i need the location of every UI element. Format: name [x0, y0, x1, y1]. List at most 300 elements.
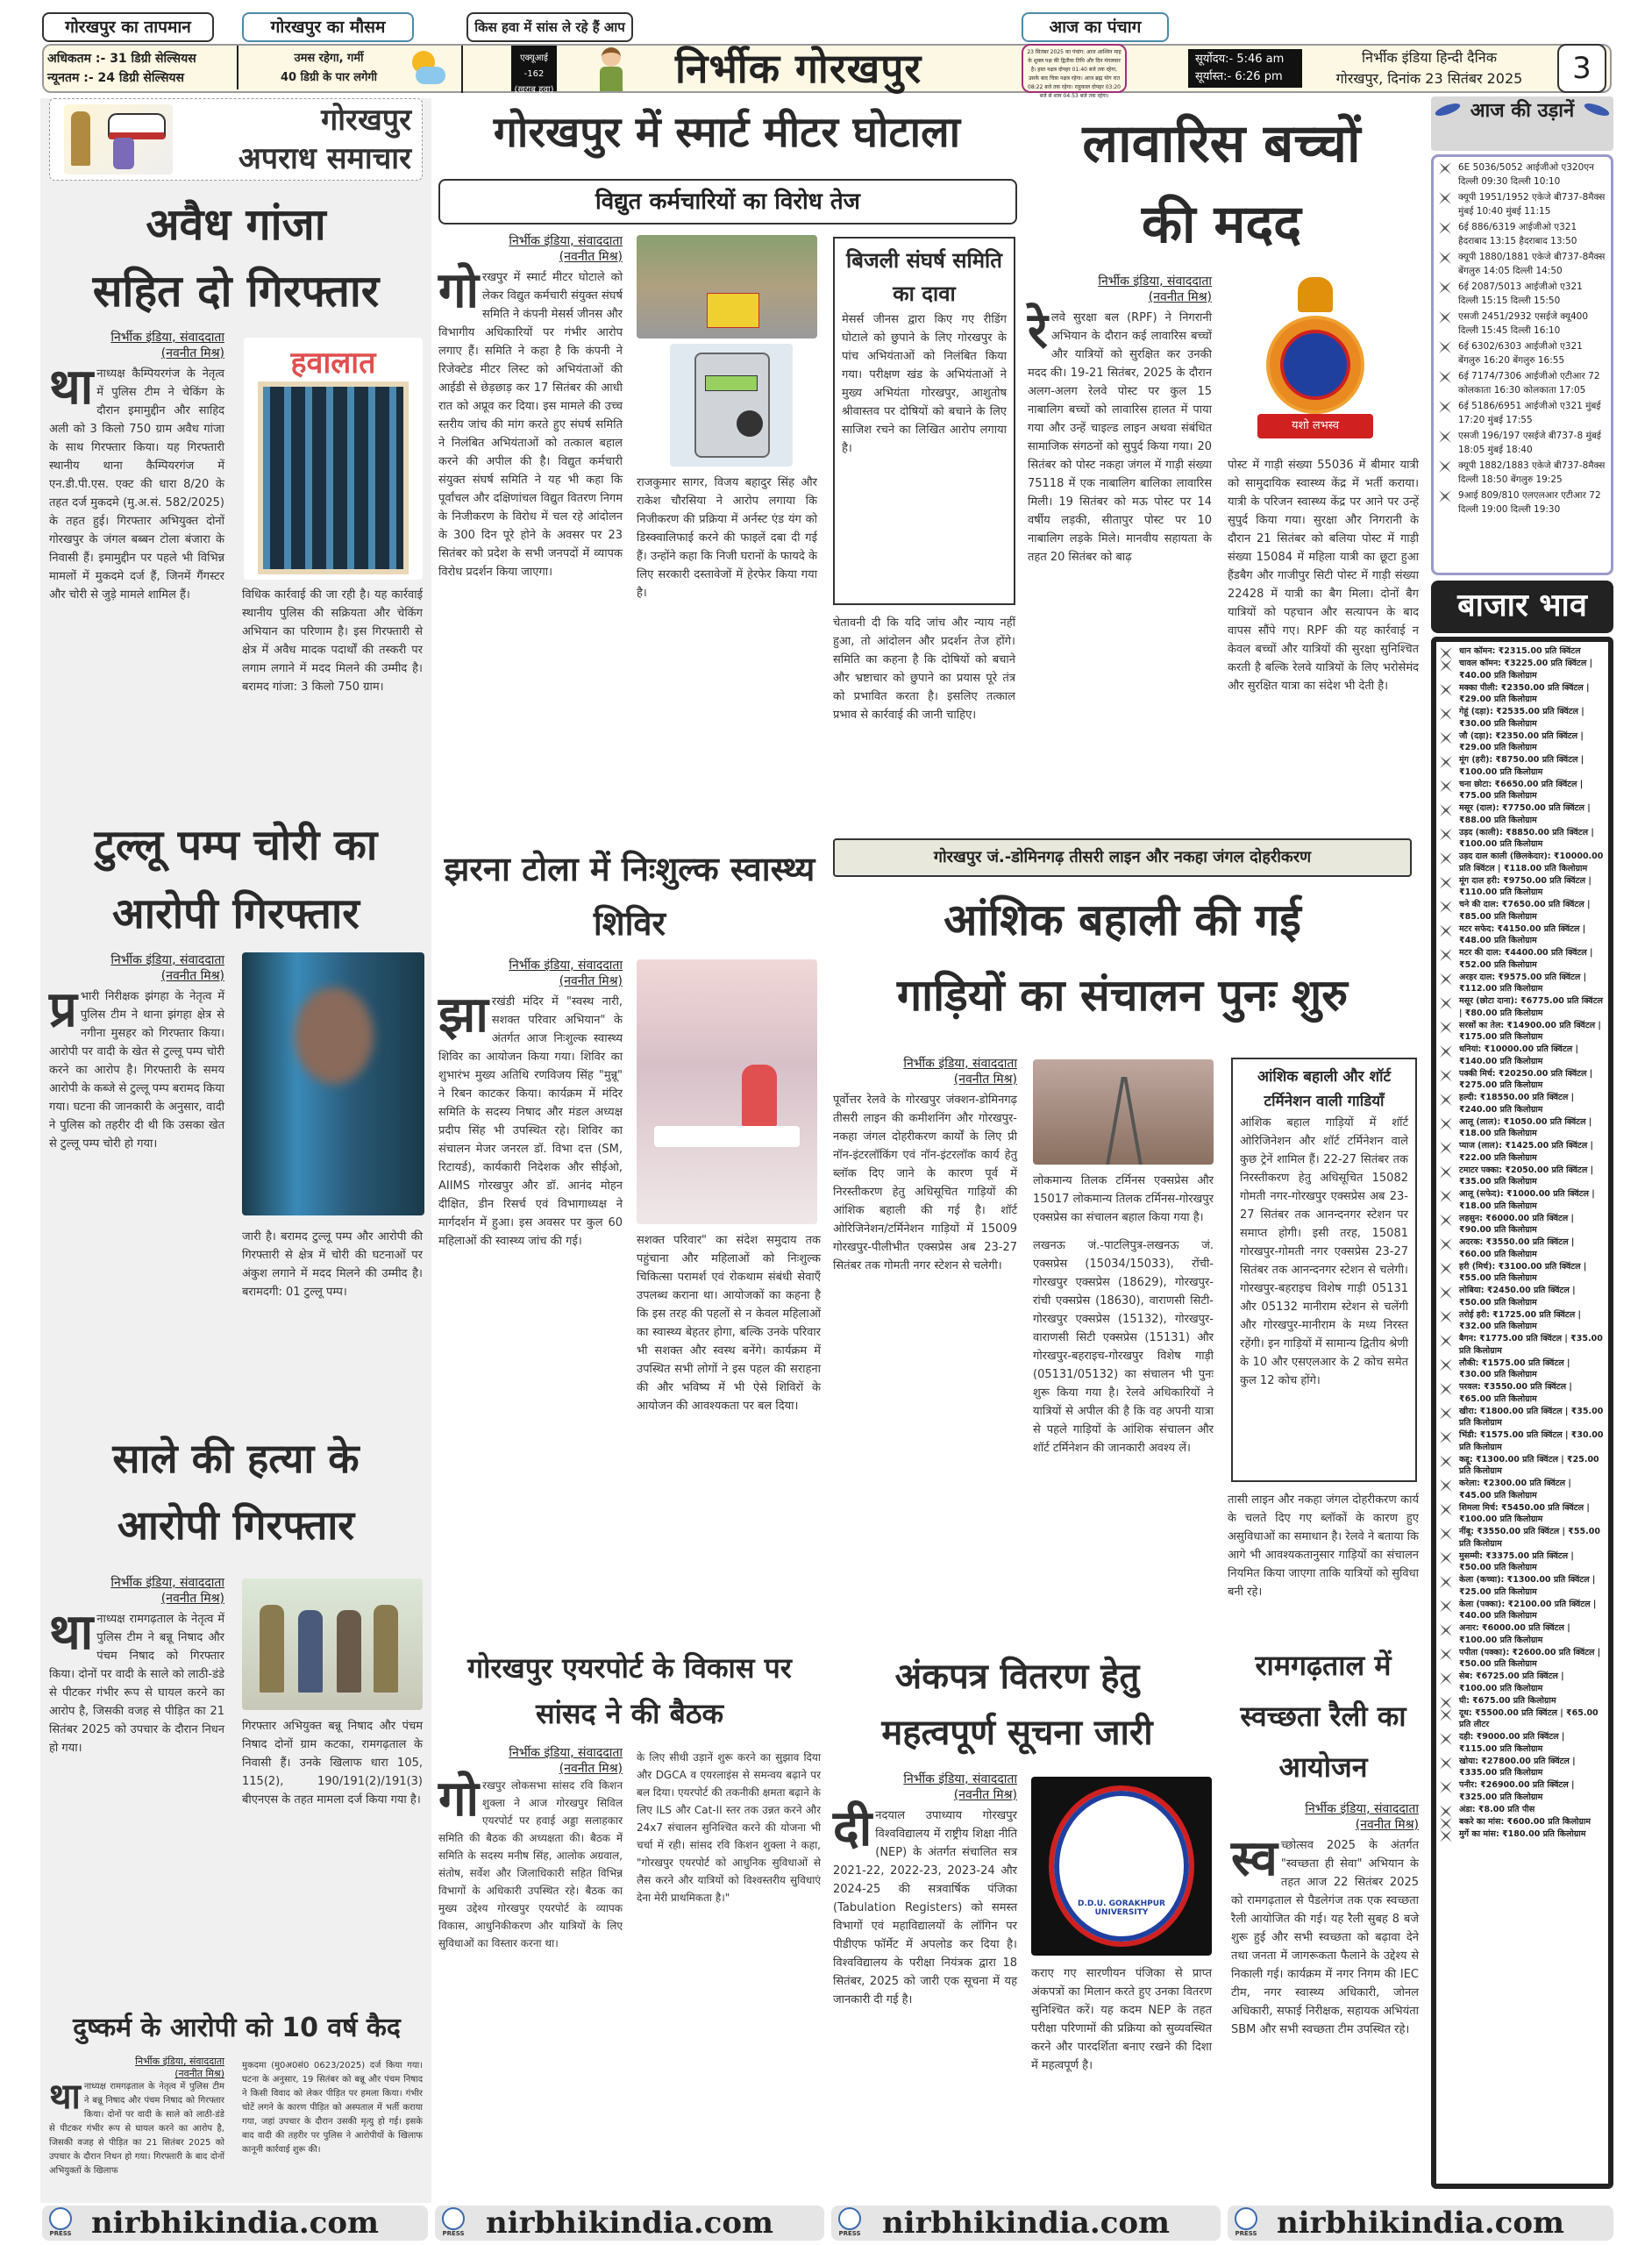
- jail-bars: [258, 381, 409, 574]
- price-text: शिमला मिर्च: ₹5450.00 प्रति क्विंटल | ₹100.00 प्रति किलोग्राम: [1459, 1502, 1590, 1524]
- price-text: घी: ₹675.00 प्रति किलोग्राम: [1459, 1695, 1556, 1706]
- flights-title: आज की उड़ानें: [1470, 100, 1575, 122]
- bullet-icon: [1440, 1672, 1452, 1685]
- airport-body-cont: के लिए सीधी उड़ानें शुरू करने का सुझाव दिया और DGCA व एयरलाइंस से समन्वय बढ़ाने पर बल दिया। एयरपोर्ट की तकनीकी क्षमता बढ़ाने के लिए ILS और Cat-II स्तर तक उन्नत करने और 24x7 संचालन सुनिश्चित करने की योजना भी चर्चा में रही। सांसद रवि किशन शुक्ला ने कहा, "गोरखपुर एयरपोर्ट को आधुनिक सुविधाओं से लैस करने और यात्रियों को विश्वस्तरीय सुविधाएं देना मेरी प्राथमिकता है।": [637, 1751, 821, 1904]
- bullet-icon: [1440, 1733, 1452, 1745]
- bijli-samiti-box: [833, 237, 1015, 605]
- price-text: लोबिया: ₹2450.00 प्रति क्विंटल | ₹50.00 प्रति किलोग्राम: [1459, 1286, 1576, 1308]
- byline: निर्भीक इंडिया, संवाददाता: [509, 234, 623, 248]
- sale-article: [49, 1575, 224, 1987]
- price-item: [1436, 1574, 1605, 1598]
- price-item: [1436, 1261, 1605, 1285]
- drop-cap: झा: [438, 987, 488, 1044]
- price-text: सरसों का तेल: ₹14900.00 प्रति क्विंटल | ₹175.00 प्रति किलोग्राम: [1459, 1020, 1601, 1042]
- flight-text: एसजी 196/197 एसईजे बी737-8 मुंबई 18:05 मुंबई 18:40: [1458, 431, 1601, 455]
- price-text: मुर्गे का मांस: ₹180.00 प्रति किलोग्राम: [1459, 1828, 1586, 1839]
- footer-url[interactable]: nirbhikindia.com: [881, 2206, 1171, 2241]
- price-text: परवल: ₹3550.00 प्रति क्विंटल | ₹65.00 प्रति किलोग्राम: [1459, 1382, 1572, 1404]
- price-text: चना छोटा: ₹6650.00 प्रति क्विंटल | ₹75.00 प्रति किलोग्राम: [1459, 779, 1584, 801]
- drop-cap: था: [49, 359, 94, 416]
- panchang-box: 23 सितंबर 2025 का पंचांग: आज आश्विन माह के शुक्ल पक्ष की द्वितीया तिथि और दिन मंगलवार है। हस्त नक्षत्र दोपहर 01:40 बजे तक रहेगा, उसके बाद चित्रा नक्षत्र रहेगा। आज ब्रह्म योग रात 08:22 बजे तक रहेगा। राहुकाल दोपहर 03:20 बजे से शाम 04:53 बजे तक रहेगा।: [1022, 44, 1127, 93]
- railway-caption: लोकमान्य तिलक टर्मिनस एक्सप्रेस और 15017 लोकमान्य तिलक टर्मिनस-गोरखपुर एक्सप्रेस का संचालन बहाल किया गया है।: [1033, 1174, 1214, 1224]
- footer-site[interactable]: [1228, 2206, 1613, 2241]
- bullet-icon: [1440, 1190, 1452, 1202]
- flight-item: [1435, 339, 1606, 367]
- price-item: [1436, 1622, 1605, 1646]
- price-text: पक्की मिर्च: ₹20250.00 प्रति क्विंटल | ₹275.00 प्रति किलोग्राम: [1459, 1068, 1593, 1090]
- bullet-icon: [1439, 162, 1451, 175]
- bullet-icon: [1440, 1045, 1452, 1058]
- smart-meter-caption: राजकुमार सागर, विजय बहादुर सिंह और राकेश चौरसिया ने आरोप लगाया कि निजीकरण की प्रक्रिया में अर्नस्ट एंड यंग को डिस्क्वालिफाई करने की फाइलें दबा दी गई हैं। उन्होंने कहा कि निजी घरानों के फायदे के लिए सरकारी दस्तावेजों में हेरफेर किया गया है।: [637, 476, 817, 600]
- price-item: [1436, 1429, 1605, 1453]
- page-number: 3: [1557, 44, 1606, 93]
- price-item: [1436, 1116, 1605, 1140]
- price-item: [1436, 851, 1605, 874]
- reporter: (नवनीत मिश्र): [1355, 1818, 1419, 1832]
- price-text: टमाटर पक्का: ₹2050.00 प्रति क्विंटल | ₹35.00 प्रति किलोग्राम: [1459, 1165, 1594, 1187]
- price-item: [1436, 1020, 1605, 1044]
- bullet-icon: [1440, 1263, 1452, 1275]
- smart-meter-photo: [670, 344, 793, 467]
- bullet-icon: [1439, 401, 1451, 413]
- sun-cloud-icon: [409, 49, 447, 88]
- flight-item: [1435, 488, 1606, 517]
- price-item: [1436, 1707, 1605, 1731]
- flights-list: [1431, 154, 1613, 575]
- price-item: [1436, 899, 1605, 923]
- price-text: लौकी: ₹1575.00 प्रति क्विंटल | ₹30.00 प्रति किलोग्राम: [1459, 1358, 1570, 1379]
- price-item: [1436, 802, 1605, 826]
- footer-site[interactable]: [831, 2206, 1221, 2241]
- price-text: केला (कच्चा): ₹1300.00 प्रति क्विंटल | ₹25.00 प्रति किलोग्राम: [1459, 1575, 1596, 1597]
- railway-info-box: [1231, 1058, 1417, 1482]
- footer-url[interactable]: nirbhikindia.com: [90, 2206, 380, 2241]
- sale-headline: [49, 1425, 423, 1558]
- price-text: कद्दू: ₹1300.00 प्रति क्विंटल | ₹25.00 प्रति किलोग्राम: [1459, 1454, 1599, 1476]
- railway-track-photo: [1033, 1059, 1214, 1165]
- price-item: [1436, 1381, 1605, 1405]
- dushkarm-body: नाध्यक्ष रामगढ़ताल के नेतृत्व में पुलिस टीम ने बन्नू निषाद और पंचम निषाद को गिरफ्तार किया। दोनों पर वादी के साले को लाठी-डंडे से पीटकर गंभीर रूप से घायल करने का आरोप है, जिसकी वजह से पीड़ित का 21 सितंबर 2025 को उपचार के दौरान निधन हो गया। गिरफ्तारी के बाद दोनों अभियुक्तों के खिलाफ: [49, 2082, 224, 2176]
- sale-body: नाध्यक्ष रामगढ़ताल के नेतृत्व में पुलिस टीम ने बन्नू निषाद और पंचम निषाद को गिरफ्तार किया। दोनों पर वादी के साले को लाठी-डंडे से पीटकर गंभीर रूप से घायल करने का आरोप है, जिसकी वजह से पीड़ित का 21 सितंबर 2025 को उपचार के दौरान निधन हो गया।: [49, 1613, 224, 1755]
- bullet-icon: [1440, 997, 1452, 1009]
- price-text: पपीता (पक्का): ₹2600.00 प्रति क्विंटल | ₹50.00 प्रति किलोग्राम: [1459, 1647, 1601, 1669]
- price-text: नींबू: ₹3550.00 प्रति क्विंटल | ₹55.00 प्रति किलोग्राम: [1459, 1527, 1600, 1549]
- smart-meter-article: [438, 233, 623, 830]
- bullet-icon: [1440, 1709, 1452, 1721]
- bullet-icon: [1440, 1479, 1452, 1492]
- bullet-icon: [1439, 252, 1451, 264]
- drop-cap: गो: [438, 1771, 480, 1828]
- sale-body-cont: गिरफ्तार अभियुक्त बन्नू निषाद और पंचम निषाद दोनों ग्राम कटका, रामगढ़ताल के निवासी हैं। उनके खिलाफ धारा 105, 115(2), 190/191(2)/191(3) बीएनएस के तहत मामला दर्ज किया गया है।: [242, 1720, 423, 1807]
- price-text: भिंडी: ₹1575.00 प्रति क्विंटल | ₹30.00 प्रति किलोग्राम: [1459, 1430, 1604, 1452]
- bullet-icon: [1440, 1166, 1452, 1179]
- price-text: धान कॉमन: ₹2315.00 प्रति क्विंटल: [1459, 646, 1581, 656]
- sunset-time: सूर्यास्त:- 6:26 pm: [1195, 70, 1283, 83]
- bullet-icon: [1440, 1456, 1452, 1468]
- temperature-tab: गोरखपुर का तापमान: [42, 12, 214, 42]
- flight-item: [1435, 220, 1606, 248]
- rpf-headline-1: लावारिस बच्चों: [1082, 113, 1361, 175]
- bullet-icon: [1439, 282, 1451, 294]
- bullet-icon: [1440, 1624, 1452, 1636]
- flight-text: क्यूपी 1880/1881 एकेजे बी737-8मैक्स बेंगलुरु 14:05 दिल्ली 14:50: [1458, 252, 1606, 276]
- price-text: मसूर (छोटा दाना): ₹6775.00 प्रति क्विंटल | ₹80.00 प्रति किलोग्राम: [1459, 996, 1603, 1018]
- price-text: अदरक: ₹3550.00 प्रति क्विंटल | ₹60.00 प्रति किलोग्राम: [1459, 1237, 1575, 1259]
- bullet-icon: [1440, 756, 1452, 768]
- price-item: [1436, 754, 1605, 778]
- rpf-headline-2: की मदद: [1141, 194, 1302, 255]
- bullet-icon: [1439, 192, 1451, 204]
- reporter: (नवनीत मिश्र): [953, 1788, 1017, 1802]
- bullet-icon: [1440, 708, 1452, 720]
- drop-cap: था: [49, 2077, 81, 2117]
- price-item: [1436, 1779, 1605, 1803]
- price-item: [1436, 1213, 1605, 1237]
- price-text: लहसुन: ₹6000.00 प्रति क्विंटल | ₹90.00 प्रति किलोग्राम: [1459, 1213, 1574, 1235]
- airport-body: रखपुर लोकसभा सांसद रवि किशन शुक्ला ने आज गोरखपुर सिविल एयरपोर्ट पर हवाई अड्डा सलाहकार समिति की बैठक की अध्यक्षता की। बैठक में समिति के सदस्य मनीष सिंह, आलोक अग्रवाल, संतोष, सर्वेश और जिलाधिकारी सहित विभिन्न विभागों के अधिकारी उपस्थित रहे। बैठक का मुख्य उद्देश्य गोरखपुर एयरपोर्ट के व्यापक विकास, आधुनिकीकरण और यात्रियों के लिए सुविधाओं का विस्तार करना था।: [438, 1779, 623, 1949]
- sunrise-time: सूर्योदय:- 5:46 am: [1195, 53, 1285, 66]
- press-logo-icon: [1235, 2207, 1257, 2230]
- bullet-icon: [1440, 877, 1452, 889]
- byline: निर्भीक इंडिया, संवाददाता: [1098, 274, 1212, 289]
- bullet-icon: [1440, 1142, 1452, 1154]
- reporter: (नवनीत मिश्र): [160, 1592, 224, 1606]
- jharna-article: [438, 958, 623, 1624]
- smart-meter-body-cont: चेतावनी दी कि यदि जांच और न्याय नहीं हुआ, तो आंदोलन और प्रदर्शन तेज होंगे। समिति का कहना है कि दोषियों को बचाने और भ्रष्टाचार को छुपाने का प्रयास पूरे तंत्र को प्रभावित करता है। इसलिए तत्काल प्रभाव से कार्रवाई की जानी चाहिए।: [833, 616, 1015, 722]
- press-logo-icon: [442, 2207, 465, 2230]
- price-item: [1436, 1406, 1605, 1429]
- railway-box-title: आंशिक बहाली और शॉर्ट टर्मिनेशन वाली गाडियाँ: [1257, 1068, 1392, 1110]
- bullet-icon: [1440, 1070, 1452, 1082]
- price-item: [1436, 1092, 1605, 1115]
- tullu-headline-2: आरोपी गिरफ्तार: [112, 889, 360, 938]
- price-item: [1436, 1804, 1605, 1816]
- bullet-icon: [1439, 460, 1451, 473]
- bullet-icon: [1440, 1215, 1452, 1227]
- aqi-value: एक्यूआई -162: [520, 53, 548, 79]
- ramgarh-article: [1231, 1801, 1419, 2199]
- price-item: [1436, 1140, 1605, 1164]
- air-quality-tab: किस हवा में सांस ले रहे हैं आप: [466, 12, 633, 42]
- aqi-badge: [511, 46, 557, 95]
- price-item: [1436, 1285, 1605, 1308]
- price-item: [1436, 947, 1605, 971]
- flight-text: 6ई 5186/6951 आईजीओ ए321 मुंबई 17:20 मुंबई 17:55: [1458, 401, 1601, 425]
- market-header: बाजार भाव: [1431, 581, 1613, 633]
- bullet-icon: [1440, 1528, 1452, 1540]
- press-label: PRESS: [1235, 2230, 1257, 2237]
- byline: निर्भीक इंडिया, संवाददाता: [1305, 1802, 1419, 1816]
- railway-article: [833, 1056, 1017, 1626]
- bullet-icon: [1440, 852, 1452, 865]
- rpf-article: [1028, 274, 1212, 826]
- price-text: बकरे का मांस: ₹600.00 प्रति किलोग्राम: [1459, 1816, 1591, 1827]
- flights-header: [1431, 96, 1613, 151]
- price-text: खीरा: ₹1800.00 प्रति क्विंटल | ₹35.00 प्रति किलोग्राम: [1459, 1406, 1604, 1428]
- bullet-icon: [1440, 1359, 1452, 1372]
- bullet-icon: [1440, 1757, 1452, 1770]
- bullet-icon: [1440, 1504, 1452, 1516]
- bijli-samiti-title: बिजली संघर्ष समिति का दावा: [846, 248, 1002, 306]
- price-item: [1436, 1358, 1605, 1381]
- bullet-icon: [1440, 804, 1452, 816]
- bullet-icon: [1439, 371, 1451, 383]
- weather-line-2: 40 डिग्री के पार लगेगी: [280, 71, 378, 84]
- footer-site[interactable]: [42, 2206, 428, 2241]
- smart-meter-body: रखपुर में स्मार्ट मीटर घोटाले को लेकर विद्युत कर्मचारी संयुक्त संघर्ष समिति ने कंपनी मेसर्स जीनस और विभागीय अधिकारियों पर गंभीर आरोप लगाए हैं। समिति ने कहा है कि कंपनी ने रिजेक्टेड मीटर लिस्ट को अभियंताओं की आईडी से छेड़छाड़ कर 17 सितंबर की आधी रात को अप्रूव कर दिया। इस मामले की उच्च स्तरीय जांच की मांग करते हुए संघर्ष समिति ने निलंबित अभियंताओं को तत्काल बहाल करने की अपील की है। विद्युत कर्मचारी संयुक्त संघर्ष समिति ने यह भी कहा कि पूर्वांचल और दक्षिणांचल विद्युत वितरण निगम के निजीकरण के विरोध में चल रहे आंदोलन के 300 दिन पूरे होने के अवसर पर 23 सितंबर को प्रदेश के सभी जनपदों में व्यापक विरोध प्रदर्शन किया जाएगा।: [438, 271, 623, 579]
- flight-item: [1435, 190, 1606, 218]
- arrest-group-photo: [242, 1579, 423, 1710]
- price-item: [1436, 1671, 1605, 1694]
- crime-banner-title: [239, 101, 411, 178]
- railway-body: पूर्वोत्तर रेलवे के गोरखपुर जंक्शन-डोमिनगढ़ तीसरी लाइन की कमीशनिंग और गोरखपुर-नकहा जंगल दोहरीकरण कार्यों के लिए प्री नॉन-इंटरलॉकिंग एवं नॉन-इंटरलॉक कार्य हेतु ब्लॉक दिए जाने के कारण पूर्व में निरस्तीकरण हेतु अधिसूचित गाड़ियों की आंशिक बहाली की गई है। शॉर्ट ओरिजिनेशन/टर्मिनेशन गाड़ियों में 15009 गोरखपुर-पीलीभीत एक्सप्रेस अब 23-27 सितंबर तक गोमती नगर स्टेशन से चलेगी।: [833, 1094, 1017, 1272]
- ganja-body-cont: विधिक कार्रवाई की जा रही है। यह कार्रवाई स्थानीय पुलिस की सक्रियता और चेकिंग अभियान का परिणाम है। इस गिरफ्तारी से क्षेत्र में अवैध मादक पदार्थों की तस्करी पर लगाम लगाने में मदद मिलने की उम्मीद है। बरामद गांजा: 3 किलो 750 ग्राम।: [242, 588, 423, 694]
- flight-text: 9आई 809/810 एलएलआर एटीआर 72 दिल्ली 19:00 दिल्ली 19:30: [1458, 490, 1601, 515]
- ramgarh-body: च्छोत्सव 2025 के अंतर्गत "स्वच्छता ही सेवा" अभियान के तहत आज 22 सितंबर 2025 को रामगढ़ताल से पैडलेगंज तक एक स्वच्छता रैली आयोजित की गई। यह रैली सुबह 8 बजे शुरू हुई और सभी स्वच्छता को बढ़ावा देने तथा जनता में जागरूकता फैलाने के उद्देश्य से निकाली गई। कार्यक्रम में नगर निगम की IEC टीम, नगर स्वास्थ्य अधिकारी, जोनल अधिकारी, सफाई निरीक्षक, सहायक अभियंता SBM और सभी स्वच्छता टीम उपस्थित रहे।: [1231, 1839, 1419, 2036]
- railway-box-body: आंशिक बहाल गाड़ियों में शॉर्ट ओरिजिनेशन और शॉर्ट टर्मिनेशन वाले कुछ ट्रेनें शामिल हैं। 22-27 सितंबर तक निरस्तीकरण हेतु अधिसूचित 15082 गोमती नगर-गोरखपुर एक्सप्रेस अब 23-27 सितंबर तक आनन्दनगर स्टेशन पर समाप्त होगी। इसी तरह, 15081 गोरखपुर-गोमती नगर एक्सप्रेस 23-27 सितंबर तक आनन्दनगर स्टेशन से चलेगी। गोरखपुर-बहराइच विशेष गाड़ी 05131 और 05132 मानीराम स्टेशन से चलेंगी और गोरखपुर-मानीराम के मध्य निरस्त रहेंगी। इन गाड़ियों में सामान्य द्वितीय श्रेणी के 10 और एसएलआर के 2 कोच समेत कुल 12 कोच होंगे।: [1240, 1116, 1408, 1387]
- price-item: [1436, 645, 1605, 658]
- lockup-label: हवालात: [290, 346, 376, 381]
- price-text: धनियां: ₹10000.00 प्रति क्विंटल | ₹140.00 प्रति किलोग्राम: [1459, 1044, 1578, 1066]
- flight-text: 6E 5036/5052 आईजीओ ए320एन दिल्ली 09:30 दिल्ली 10:10: [1458, 162, 1594, 187]
- price-item: [1436, 1502, 1605, 1526]
- railway-headline-2: गाड़ियों का संचालन पुनः शुरु: [896, 970, 1349, 1021]
- ganja-headline-2: सहित दो गिरफ्तार: [92, 266, 380, 317]
- tullu-body: भारी निरीक्षक झंगहा के नेतृत्व में पुलिस टीम ने थाना झंगहा क्षेत्र से नगीना मुसहर को गिरफ्तार किया। आरोपी पर वादी के खेत से टुल्लू पम्प चोरी करने का आरोप है। गिरफ्तारी के समय आरोपी के कब्जे से टुल्लू पम्प बरामद किया गया। घटना की जानकारी के अनुसार, वादी ने पुलिस को तहरीर दी थी कि उसका खेत से टुल्लू पम्प चोरी हो गया।: [49, 990, 224, 1151]
- price-item: [1436, 1044, 1605, 1067]
- ankpatra-article: [833, 1771, 1017, 2201]
- flight-text: क्यूपी 1882/1883 एकेजे बी737-8मैक्स दिल्ली 18:50 बेंगलुरु 19:25: [1458, 460, 1606, 485]
- tullu-body-cont: जारी है। बरामद टुल्लू पम्प और आरोपी की गिरफ्तारी से क्षेत्र में चोरी की घटनाओं पर अंकुश लगाने में मदद मिलने की उम्मीद है। बरामदगी: 01 टुल्लू पम्प।: [242, 1230, 423, 1299]
- bijli-samiti-body: मेसर्स जीनस द्वारा किए गए रीडिंग घोटाले को छुपाने के लिए गोरखपुर के पांच अभियंताओं को निलंबित किया गया। परीक्षण खंड के अभियंताओं ने मुख्य अभियंता गोरखपुर, आशुतोष श्रीवास्तव पर दोषियों को बचाने के लिए साजिश रचने का लिखित आरोप लगाया है।: [842, 313, 1007, 455]
- price-text: पनीर: ₹26900.00 प्रति क्विंटल | ₹325.00 प्रति किलोग्राम: [1459, 1780, 1575, 1802]
- reporter: (नवनीत मिश्र): [1148, 290, 1212, 304]
- bullet-icon: [1440, 684, 1452, 696]
- price-text: दूध: ₹5500.00 प्रति क्विंटल | ₹65.00 प्रति लीटर: [1459, 1707, 1599, 1729]
- railway-headline-1: आंशिक बहाली की गई: [943, 894, 1301, 945]
- reporter: (नवनीत मिश्र): [559, 1762, 623, 1776]
- bullet-icon: [1440, 732, 1452, 745]
- flight-item: [1435, 429, 1606, 457]
- flight-text: 6ई 886/6319 आईजीओ ए321 हैदराबाद 13:15 हैदराबाद 13:50: [1458, 222, 1577, 246]
- reporter: (नवनीत मिश्र): [559, 974, 623, 988]
- price-text: चने की दाल: ₹7650.00 प्रति क्विंटल | ₹85.00 प्रति किलोग्राम: [1459, 900, 1591, 922]
- price-text: मसूर (दाल): ₹7750.00 प्रति क्विंटल | ₹88.00 प्रति किलोग्राम: [1459, 803, 1591, 825]
- byline: निर्भीक इंडिया, संवाददाता: [110, 1576, 224, 1590]
- flight-text: 6ई 2087/5013 आईजीओ ए321 दिल्ली 15:15 दिल्ली 15:50: [1458, 282, 1583, 306]
- price-text: उड़द (काली): ₹8850.00 प्रति क्विंटल | ₹100.00 प्रति किलोग्राम: [1459, 827, 1594, 849]
- price-text: तरोई हरी: ₹1725.00 प्रति क्विंटल | ₹32.00 प्रति किलोग्राम: [1459, 1309, 1581, 1331]
- reporter: (नवनीत मिश्र): [160, 346, 224, 360]
- bullet-icon: [1440, 1094, 1452, 1106]
- ganja-headline: [49, 191, 423, 324]
- paper-logo: निर्भीक गोरखपुर: [675, 45, 922, 92]
- press-label: PRESS: [442, 2230, 465, 2237]
- price-item: [1436, 1165, 1605, 1188]
- railway-body-cont: लखनऊ जं.-पाटलिपुत्र-लखनऊ जं. एक्सप्रेस (15034/15033), रोंची-गोरखपुर एक्सप्रेस (18629), गोरखपुर-रांची एक्सप्रेस (18630), वाराणसी सिटी-गोरखपुर एक्सप्रेस (15132), गोरखपुर-वाराणसी सिटी एक्सप्रेस (15131) और गोरखपुर-बहराइच-गोरखपुर विशेष गाड़ी (05131/05132) का संचालन भी पुनः शुरू किया गया है। रेलवे अधिकारियों ने यात्रियों से अपील की है कि वह अपनी यात्रा से पहले गाड़ियों के आंशिक संचालन और शॉर्ट टर्मिनेशन की जानकारी अवश्य लें।: [1033, 1239, 1214, 1455]
- byline: निर्भीक इंडिया, संवाददाता: [110, 331, 224, 345]
- ramgarh-headline: रामगढ़ताल में स्वच्छता रैली का आयोजन: [1240, 1649, 1406, 1784]
- byline: निर्भीक इंडिया, संवाददाता: [509, 959, 623, 973]
- price-item: [1436, 1695, 1605, 1707]
- price-text: अरहर दाल: ₹9575.00 प्रति क्विंटल | ₹112.00 प्रति किलोग्राम: [1459, 972, 1587, 994]
- press-label: PRESS: [49, 2230, 72, 2237]
- price-text: मूंग (हरी): ₹8750.00 प्रति क्विंटल | ₹100.00 प्रति किलोग्राम: [1459, 755, 1584, 777]
- reporter: (नवनीत मिश्र): [953, 1073, 1017, 1087]
- price-item: [1436, 1756, 1605, 1779]
- drop-cap: दी: [833, 1800, 872, 1857]
- bullet-icon: [1440, 1600, 1452, 1613]
- price-text: जौ (दड़ा): ₹2350.00 प्रति क्विंटल | ₹29.00 प्रति किलोग्राम: [1459, 731, 1584, 752]
- crime-banner-line1: गोरखपुर: [321, 103, 411, 138]
- weather-tab: गोरखपुर का मौसम: [242, 12, 414, 42]
- price-item: [1436, 1068, 1605, 1092]
- price-item: [1436, 995, 1605, 1019]
- price-item: [1436, 1828, 1605, 1841]
- price-item: [1436, 658, 1605, 681]
- weather-forecast: [254, 49, 403, 88]
- footer-url[interactable]: nirbhikindia.com: [485, 2206, 774, 2241]
- ankpatra-headline: अंकपत्र वितरण हेतु महत्वपूर्ण सूचना जारी: [881, 1657, 1153, 1753]
- byline: निर्भीक इंडिया, संवाददाता: [903, 1772, 1017, 1786]
- bullet-icon: [1439, 431, 1451, 443]
- price-text: मटर की दाल: ₹4400.00 प्रति क्विंटल | ₹52.00 प्रति किलोग्राम: [1459, 948, 1593, 970]
- price-item: [1436, 1237, 1605, 1260]
- price-text: मूंग दाल हरी: ₹9750.00 प्रति क्विंटल | ₹110.00 प्रति किलोग्राम: [1459, 875, 1591, 897]
- price-text: मक्का पीली: ₹2350.00 प्रति क्विंटल | ₹29.00 प्रति किलोग्राम: [1459, 682, 1590, 704]
- police-illustration: [64, 104, 173, 175]
- ganja-body: नाध्यक्ष कैम्पियरगंज के नेतृत्व में पुलिस टीम ने चेकिंग के दौरान इमामुद्दीन और साहिद अली को 3 किलो 750 ग्राम अवैध गांजा के साथ गिरफ्तार किया। यह गिरफ्तारी स्थानीय थाना कैम्पियरगंज में एन.डी.पी.एस. एक्ट की धारा 8/20 के तहत दर्ज मुकदमे (मु.अ.सं. 582/2025) के तहत हुई। गिरफ्तार अभियुक्त दोनों गोरखपुर के जंगल बब्बन टोला बंजारा के निवासी हैं। इमामुद्दीन पर पहले भी विभिन्न मामलों में मुकदमे दर्ज हैं, जिनमें गैंगस्टर और चोरी से जुड़े मामले शामिल हैं।: [49, 367, 224, 602]
- price-item: [1436, 1478, 1605, 1501]
- sun-timings: [1188, 49, 1302, 88]
- edition-name: निर्भीक इंडिया हिन्दी दैनिक: [1362, 49, 1497, 66]
- price-item: [1436, 1526, 1605, 1550]
- bullet-icon: [1440, 1649, 1452, 1661]
- jharna-headline: झरना टोला में निःशुल्क स्वास्थ्य शिविर: [444, 850, 815, 943]
- dushkarm-article: [49, 2056, 224, 2199]
- smart-meter-headline: गोरखपुर में स्मार्ट मीटर घोटाला: [493, 108, 961, 157]
- flight-item: [1435, 310, 1606, 338]
- price-item: [1436, 972, 1605, 995]
- rpf-headline: [1022, 103, 1421, 265]
- temperature-readout: [47, 49, 196, 88]
- dushkarm-headline: दुष्कर्म के आरोपी को 10 वर्ष कैद: [73, 2013, 401, 2043]
- health-camp-photo: [637, 959, 817, 1224]
- ganja-headline-1: अवैध गांजा: [146, 199, 326, 250]
- reporter: (नवनीत मिश्र): [559, 250, 623, 264]
- price-item: [1436, 682, 1605, 706]
- bullet-icon: [1440, 659, 1452, 672]
- bullet-icon: [1440, 1830, 1452, 1842]
- tullu-headline-1: टुल्लू पम्प चोरी का: [94, 821, 378, 870]
- protest-photo: [637, 235, 817, 339]
- university-logo: [1031, 1777, 1212, 1956]
- max-temp: अधिकतम :- 31 डिग्री सेल्सियस: [47, 52, 196, 66]
- byline: निर्भीक इंडिया, संवाददाता: [509, 1746, 623, 1760]
- price-item: [1436, 875, 1605, 899]
- tullu-headline: [49, 811, 423, 948]
- bullet-icon: [1439, 222, 1451, 234]
- bullet-icon: [1440, 1286, 1452, 1299]
- bullet-icon: [1439, 311, 1451, 324]
- min-temp: न्यूनतम :- 24 डिग्री सेल्सियस: [47, 71, 185, 85]
- price-text: केला (पक्का): ₹2100.00 प्रति क्विंटल | ₹40.00 प्रति किलोग्राम: [1459, 1599, 1597, 1621]
- press-logo-icon: [838, 2207, 861, 2230]
- flight-text: एसजी 2451/2932 एसईजे क्यू400 दिल्ली 15:45 दिल्ली 16:10: [1458, 311, 1589, 336]
- price-text: गेहूं (दड़ा): ₹2535.00 प्रति क्विंटल | ₹30.00 प्रति किलोग्राम: [1459, 707, 1584, 729]
- flight-text: क्यूपी 1951/1952 एकेजे बी737-8मैक्स मुंबई 10:40 मुंबई 11:15: [1458, 192, 1606, 217]
- flight-text: 6ई 7174/7306 आईजीओ एटीआर 72 कोलकाता 16:30 कोलकाता 17:05: [1458, 371, 1600, 396]
- price-item: [1436, 923, 1605, 947]
- jharna-body: रखंडी मंदिर में "स्वस्थ नारी, सशक्त परिवार अभियान" के अंतर्गत आज निःशुल्क स्वास्थ्य शिविर का आयोजन किया गया। शिविर का शुभारंभ मुख्य अतिथि रणविजय सिंह "मुन्नू" ने रिबन काटकर किया। कार्यक्रम में मंदिर समिति के सदस्य निषाद और मंडल अध्यक्ष प्रदीप सिंह भी उपस्थित रहे। शिविर का संचालन मेजर जनरल डॉ. विभा दत्त (SM, रिटायर्ड), कार्यकारी निदेशक और सीईओ, AIIMS गोरखपुर और डॉ. आनंद मोहन दीक्षित, डीन रिसर्च एवं विभागाध्यक्ष ने मार्गदर्शन में हुआ। इस अवसर पर कुल 60 महिलाओं की स्वास्थ्य जांच की गई।: [438, 995, 623, 1248]
- sale-headline-2: आरोपी गिरफ्तार: [117, 1501, 355, 1549]
- ganja-article: [49, 330, 224, 803]
- bullet-icon: [1440, 901, 1452, 913]
- rpf-body: लवे सुरक्षा बल (RPF) ने निगरानी अभियान के दौरान कई लावारिस बच्चों और यात्रियों को सुरक्षित कर उनकी मदद की। 19-21 सितंबर, 2025 के दौरान अलग-अलग रेलवे पोस्ट पर कुल 15 नाबालिग बच्चों को लावारिस हालत में पाया गया और उन्हें चाइल्ड लाइन अथवा संबंधित सामाजिक संगठनों को सुपुर्द किया गया। 20 सितंबर को पोस्ट नकहा जंगल में गाड़ी संख्या 75118 में एक नाबालिग बालिका लावारिस मिली। 19 सितंबर को मऊ पोस्ट पर 14 वर्षीय लड़की, सीतापुर पोस्ट पर 10 नाबालिग लड़के मिले। मानवीय सहायता के तहत 20 सितंबर को बाढ़: [1028, 311, 1212, 564]
- price-item: [1436, 1599, 1605, 1622]
- drop-cap: गो: [438, 262, 480, 319]
- airport-article: [438, 1745, 623, 2201]
- bullet-icon: [1440, 1335, 1452, 1347]
- bullet-icon: [1440, 1576, 1452, 1588]
- market-list: [1431, 637, 1613, 2189]
- bullet-icon: [1440, 780, 1452, 793]
- price-text: चावल कॉमन: ₹3225.00 प्रति क्विंटल | ₹40.00 प्रति किलोग्राम: [1459, 659, 1593, 681]
- price-text: अनार: ₹6000.00 प्रति क्विंटल | ₹100.00 प्रति किलोग्राम: [1459, 1623, 1570, 1645]
- dushkarm-body-cont: मुकदमा (मु0अ0सं0 0623/2025) दर्ज किया गया। घटना के अनुसार, 19 सितंबर को बन्नू और पंचम निषाद ने किसी विवाद को लेकर पीड़ित पर हमला किया। गंभीर चोटें लगने के कारण पीड़ित को अस्पताल में भर्ती कराया गया, जहां उपचार के दौरान उसकी मृत्यु हो गई। इसके बाद वादी की तहरीर पर पुलिस ने आरोपीयों के खिलाफ कानूनी कार्रवाई शुरू की।: [242, 2061, 423, 2155]
- rpf-motto: यशो लभस्व: [1257, 414, 1373, 438]
- price-item: [1436, 1816, 1605, 1828]
- drop-cap: प्र: [49, 981, 77, 1038]
- price-item: [1436, 1550, 1605, 1574]
- university-logo-text: D.D.U. GORAKHPUR UNIVERSITY: [1078, 1899, 1165, 1917]
- rpf-emblem: [1245, 277, 1385, 444]
- coughing-child-icon: [593, 46, 628, 93]
- lockup-photo: [244, 338, 423, 580]
- footer-url[interactable]: nirbhikindia.com: [1276, 2206, 1565, 2241]
- flight-item: [1435, 399, 1606, 427]
- bullet-icon: [1440, 1431, 1452, 1443]
- drop-cap: रे: [1028, 303, 1048, 360]
- footer-site[interactable]: [435, 2206, 824, 2241]
- flight-item: [1435, 369, 1606, 397]
- price-item: [1436, 779, 1605, 802]
- price-item: [1436, 827, 1605, 851]
- price-item: [1436, 731, 1605, 754]
- price-item: [1436, 706, 1605, 730]
- press-label: PRESS: [838, 2230, 861, 2237]
- ankpatra-body: नदयाल उपाध्याय गोरखपुर विश्वविद्यालय में राष्ट्रीय शिक्षा नीति (NEP) के अंतर्गत संचालित सत्र 2021-22, 2022-23, 2023-24 और 2024-25 की सत्रवार्षिक पंजिका (Tabulation Registers) को समस्त विभागों एवं महाविद्यालयों के लॉगिन पर पीडीएफ फॉर्मेट में अपलोड कर दिया है। विश्वविद्यालय के परीक्षा नियंत्रक द्वारा 18 सितंबर, 2025 को जारी एक सूचना में यह जानकारी दी गई है।: [833, 1809, 1017, 2006]
- price-item: [1436, 1454, 1605, 1478]
- aqi-status: (खराब हवा): [514, 85, 554, 95]
- crime-banner-line2: अपराध समाचार: [238, 141, 411, 176]
- bullet-icon: [1440, 925, 1452, 937]
- flight-text: 6ई 6302/6303 आईजीओ ए321 बेंगलुरु 16:20 बेंगलुरु 16:55: [1458, 341, 1583, 366]
- divider-arrow-2: [461, 46, 463, 93]
- price-text: उड़द दाल काली (छिलकेदार): ₹10000.00 प्रति क्विंटल | ₹118.00 प्रति किलोग्राम: [1459, 852, 1604, 873]
- rpf-body-cont: पोस्ट में गाड़ी संख्या 55036 में बीमार यात्री को सामुदायिक स्वास्थ्य केंद्र में भर्ती कराया। यात्री के परिजन स्वास्थ्य केंद्र पर आने पर उन्हें सुपुर्द किया गया। सुरक्षा और निगरानी के दौरान 21 सितंबर को बलिया पोस्ट में गाड़ी संख्या 15084 में महिला यात्री का छूटा हुआ हैंडबैग और गाजीपुर सिटी पोस्ट में गाड़ी संख्या 22428 में यात्री का बैग मिला। दोनों बैग यात्रियों को पहचान और सत्यापन के बाद वापस सौंपे गए। RPF की यह कार्रवाई न केवल बच्चों और यात्रियों की सुरक्षा सुनिश्चित करती है बल्कि रेलवे यात्रियों के लिए भरोसेमंद और सुरक्षित यात्रा का संदेश भी देती है।: [1228, 459, 1419, 693]
- flight-item: [1435, 459, 1606, 487]
- bullet-icon: [1440, 1022, 1452, 1034]
- price-item: [1436, 1333, 1605, 1357]
- weather-line-1: उमस रहेगा, गर्मी: [294, 52, 364, 65]
- bullet-icon: [1440, 1552, 1452, 1564]
- railway-body-end: तासी लाइन और नकहा जंगल दोहरीकरण कार्य के चलते दिए गए ब्लॉकों के कारण हुए असुविधाओं का समाधान है। रेलवे ने बताया कि आगे भी आवश्यकतानुसार गाड़ियों का संचालन नियमित किया जाएगा ताकि यात्रियों को सुविधा बनी रहे।: [1228, 1493, 1419, 1599]
- price-text: दही: ₹9000.00 प्रति क्विंटल | ₹115.00 प्रति किलोग्राम: [1459, 1732, 1565, 1754]
- ankpatra-body-cont: कराए गए सारणीयन पंजिका से प्राप्त अंकपत्रों का मिलान करते हुए उनका वितरण सुनिश्चित करें। यह कदम NEP के तहत परीक्षा परिणामों की प्रक्रिया को सुव्यवस्थित करने और पारदर्शिता बनाए रखने की दिशा में महत्वपूर्ण है।: [1031, 1967, 1212, 2072]
- byline: निर्भीक इंडिया, संवाददाता: [135, 2056, 224, 2067]
- bullet-icon: [1440, 1311, 1452, 1323]
